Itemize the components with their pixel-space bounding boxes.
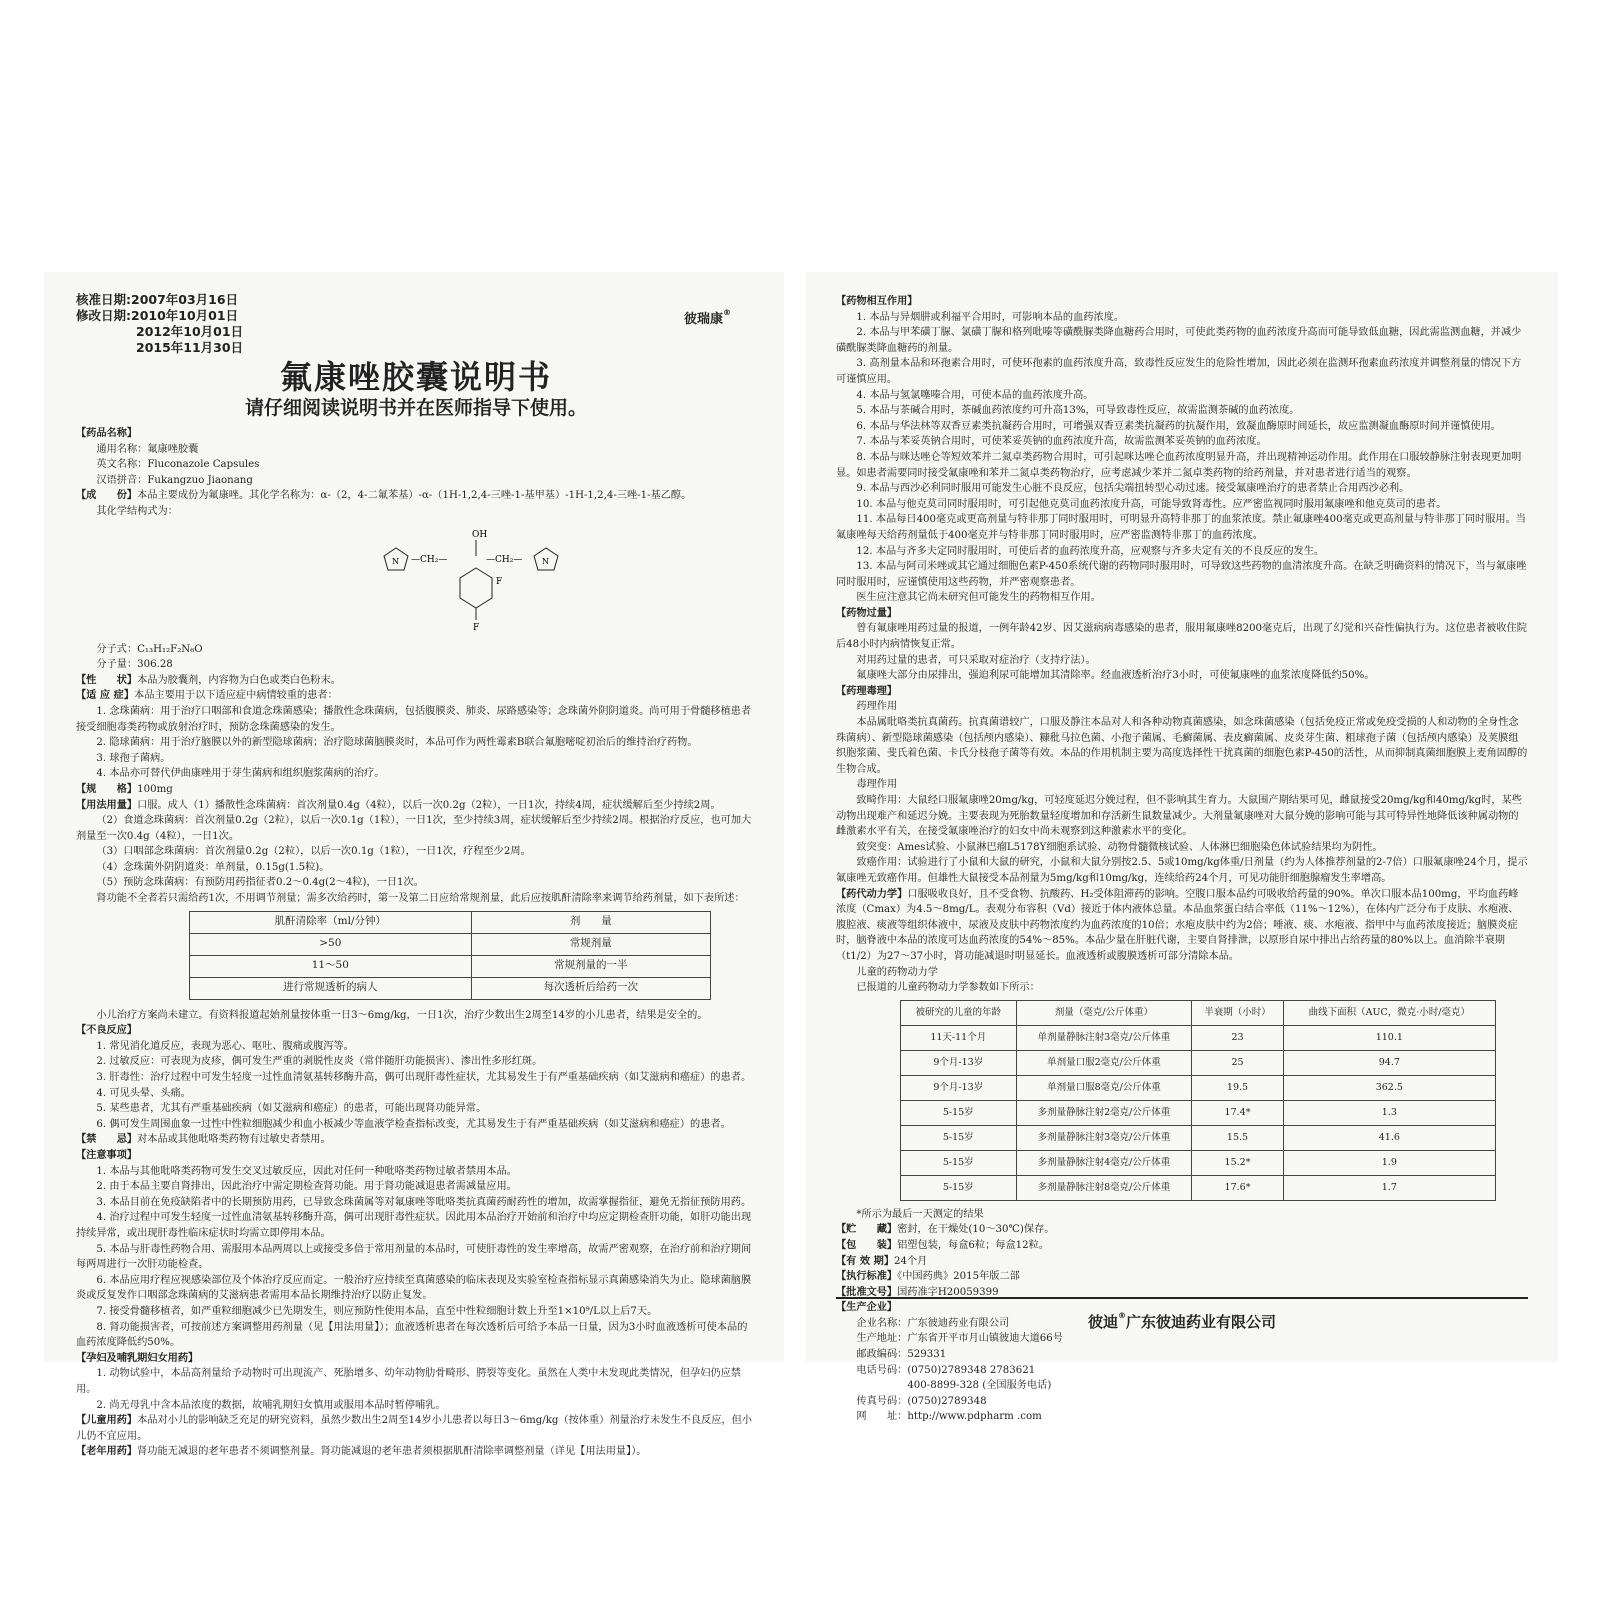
indications-text: 本品主要用于以下适应症中病情较重的患者： bbox=[134, 690, 338, 702]
adverse-item: 5. 某些患者，尤其有严重基础疾病（如艾滋病和癌症）的患者，可能出现肾功能异常。 bbox=[96, 1103, 487, 1115]
section-heading: 【药品名称】 bbox=[76, 428, 138, 439]
right-page bbox=[806, 272, 1558, 1423]
table-cell: 多剂量静脉注射8毫克/公斤体重 bbox=[1016, 1175, 1192, 1200]
revision-date: 2015年11月30日 bbox=[136, 340, 244, 355]
standard-text: 《中国药典》2015年版二部 bbox=[897, 1271, 1020, 1283]
interaction-item: 医生应注意其它尚未研究但可能发生的药物相互作用。 bbox=[856, 592, 1101, 604]
section-heading: 【药理毒理】 bbox=[836, 685, 898, 697]
dosage-item: 肾功能不全者若只需给药1次，不用调节剂量；需多次给药时，第一及第二日应给常规剂量，此后应按肌酐清除率来调节给药剂量，如下表所述： bbox=[96, 893, 745, 905]
composition-text: 本品主要成份为氟康唑。其化学名称为：α-（2，4-二氟苯基）-α-（1H-1,2,4-三唑-1-基甲基）-1H-1,2,4-三唑-1-基乙醇。 bbox=[137, 490, 692, 502]
spec-text: 100mg bbox=[137, 783, 173, 795]
section-heading: 【性 状】 bbox=[76, 674, 138, 686]
brand-name: 彼瑞康® bbox=[684, 308, 732, 327]
table-row bbox=[901, 1125, 1496, 1150]
section-heading: 【执行标准】 bbox=[836, 1271, 898, 1283]
pharmacokinetics-text: 口服吸收良好，且不受食物、抗酸药、H₂受体阻滞药的影响。空腹口服本品约可吸收给药量的90%。单次口服本品100mg，平均血药峰浓度（Cmax）为4.5～8mg/L。表观分布容积（Vd）接近于体内液体总量。本品血浆蛋白结合率低（11%～12%），在体内广泛分布于皮肤、水疱液、腹腔液、痰液等组织体液中，尿液及皮肤中药物浓度约为血药浓度的10倍；水疱皮肤中约为2倍；唾液、痰、水疱液、指甲中与血药浓度接近；脑膜炎症时，脑脊液中本品的浓度可达血药浓度的54%～85%。本品少量在肝脏代谢，主要自肾排泄，以原形自尿中排出占给药量的80%以上。血消除半衰期（t1/2）为27～37小时，肾功能减退时明显延长。血液透析或腹膜透析可部分清除本品。 bbox=[836, 888, 1519, 962]
subheading: 毒理作用 bbox=[856, 779, 898, 791]
interaction-item: 2. 本品与甲苯磺丁脲、氯磺丁脲和格列吡嗪等磺酰脲类降血糖药合用时，可使此类药物的血药浓度升高而可能导致低血糖，因此需监测血糖，并减少磺酰脲类降血糖药的剂量。 bbox=[836, 327, 1522, 354]
table-cell: 1.3 bbox=[1283, 1100, 1495, 1125]
table-cell: 9个月-13岁 bbox=[901, 1050, 1017, 1075]
table-row bbox=[901, 1025, 1496, 1050]
table-row bbox=[190, 955, 711, 977]
overdose-item: 氟康唑大部分由尿排出，强迫利尿可能增加其清除率。经血液透析治疗3小时，可使氟康唑的血浆浓度降低约50%。 bbox=[856, 670, 1375, 682]
dosage-item: （4）念珠菌外阴阴道炎：单剂量，0.15g(1.5粒)。 bbox=[96, 861, 330, 873]
table-cell: 19.5 bbox=[1192, 1075, 1283, 1100]
table-cell: 362.5 bbox=[1283, 1075, 1495, 1100]
table-row bbox=[190, 977, 711, 999]
manufacturer-line: 企业名称：广东彼迪药业有限公司 bbox=[856, 1317, 1010, 1329]
section-heading: 【禁 忌】 bbox=[76, 1134, 138, 1146]
molecular-formula: 分子式：C₁₃H₁₂F₂N₆O bbox=[96, 643, 203, 655]
table-header-cell: 曲线下面积（AUC，微克·小时/毫克） bbox=[1283, 1000, 1495, 1025]
pregnancy-item: 1. 动物试验中，本品高剂量给予动物时可出现流产、死胎增多、幼年动物肋骨畸形、腭裂等变化。虽然在人类中未发现此类情况，但孕妇仍应禁用。 bbox=[76, 1368, 741, 1395]
table-cell: 5-15岁 bbox=[901, 1100, 1017, 1125]
table-header-cell: 剂量（毫克/公斤体重） bbox=[1016, 1000, 1192, 1025]
table-header-cell: 半衰期（小时） bbox=[1192, 1000, 1283, 1025]
section-heading: 【批准文号】 bbox=[836, 1286, 898, 1298]
table-cell: >50 bbox=[190, 933, 472, 955]
interaction-item: 10. 本品与他克莫司同时服用时，可引起他克莫司血药浓度升高，可能导致肾毒性。应严密监视同时服用氟康唑和他克莫司的患者。 bbox=[856, 498, 1447, 510]
subheading: 药理作用 bbox=[856, 701, 898, 713]
fluorine-label: F bbox=[496, 576, 503, 587]
approval-dates bbox=[76, 292, 756, 356]
table-cell: 11天-11个月 bbox=[901, 1025, 1017, 1050]
name-line: 英文名称：Fluconazole Capsules bbox=[96, 459, 260, 471]
manufacturer-line: 400-8899-328 (全国服务电话) bbox=[856, 1380, 1052, 1392]
revision-date: 修改日期:2010年10月01日 bbox=[76, 308, 239, 323]
registered-icon: ® bbox=[723, 308, 732, 317]
interaction-item: 8. 本品与咪达唑仑等短效苯并二氮卓类药物合用时，可引起咪达唑仑血药浓度明显升高，并出现精神运动作用。此作用在口服较静脉注射表现更加明显。如患者需要同时接受氟康唑和苯并二氮卓类药物治疗，应考虑减少苯并二氮卓类药物的给药剂量，并对患者进行适当的观察。 bbox=[836, 451, 1522, 479]
table-header-cell: 被研究的儿童的年龄 bbox=[901, 1000, 1017, 1025]
molecular-weight: 分子量：306.28 bbox=[96, 659, 173, 671]
toxicology-item: 致畸作用：大鼠经口服氟康唑20mg/kg，可轻度延迟分娩过程，但不影响其生育力。大鼠围产期结果可见，雌鼠接受20mg/kg和40mg/kg时，某些动物出现难产和延迟分娩。主要表现为死胎数量轻度增加和存活新生鼠数量减少。大剂量氟康唑对大鼠分娩的影响可能与其可特异性地降低该种属动物的雌激素水平有关，在接受氟康唑治疗的妇女中尚未观察到这种激素水平的变化。 bbox=[836, 795, 1522, 838]
section-heading: 【注意事项】 bbox=[76, 1150, 138, 1161]
overdose-item: 曾有氟康唑用药过量的报道，一例年龄42岁、因艾滋病病毒感染的患者，服用氟康唑8200毫克后，出现了幻觉和兴奋性偏执行为。这位患者被收住院后48小时内病情恢复正常。 bbox=[836, 623, 1527, 651]
dosage-text: 口服。成人（1）播散性念珠菌病：首次剂量0.4g（4粒），以后一次0.2g（2粒），一日1次，持续4周，症状缓解后至少持续2周。 bbox=[137, 799, 721, 811]
section-heading: 【有 效 期】 bbox=[836, 1255, 895, 1267]
adverse-item: 3. 肝毒性：治疗过程中可发生轻度一过性血清氨基转移酶升高，偶可出现肝毒性症状，尤其易发生于有严重基础疾病（如艾滋病和癌症）的患者。 bbox=[96, 1072, 752, 1084]
package-text: 铝塑包装，每盒6粒；每盒12粒。 bbox=[897, 1239, 1050, 1251]
pk-intro: 已报道的儿童药物动力学参数如下所示： bbox=[856, 982, 1040, 994]
storage-text: 密封，在干燥处(10～30℃)保存。 bbox=[897, 1224, 1055, 1236]
table-cell: 1.9 bbox=[1283, 1150, 1495, 1175]
caution-item: 8. 肾功能损害者，可按前述方案调整用药剂量（见【用法用量】）；血液透析患者在每次透析后可给予本品一日量，因为3小时血液透析可使本品的血药浓度降低约50%。 bbox=[76, 1321, 748, 1349]
adverse-item: 1. 常见消化道反应，表现为恶心、呕吐、腹痛或腹泻等。 bbox=[96, 1040, 354, 1052]
name-line: 通用名称：氟康唑胶囊 bbox=[96, 443, 199, 455]
document-subtitle: 请仔细阅读说明书并在医师指导下使用。 bbox=[244, 397, 587, 419]
interaction-item: 11. 本品每日400毫克或更高剂量与特非那丁同时服用时，可明显升高特非那丁的血浆浓度。禁止氟康唑400毫克或更高剂量与特非那丁同时服用。当氟康唑每天给药剂量低于400毫克并与特非那丁同时服用时，应严密监测特非那丁的血药浓度。 bbox=[836, 514, 1526, 541]
section-heading: 【孕妇及哺乳期妇女用药】 bbox=[76, 1352, 199, 1364]
table-cell: 17.6* bbox=[1192, 1175, 1283, 1200]
footer-company: 广东彼迪药业有限公司 bbox=[1126, 1313, 1277, 1331]
table-cell: 进行常规透析的病人 bbox=[190, 977, 472, 999]
caution-item: 6. 本品应用疗程应视感染部位及个体治疗反应而定。一般治疗应持续至真菌感染的临床表现及实验室检查指标显示真菌感染消失为止。隐球菌脑膜炎或反复发作口咽部念珠菌病的艾滋病患者需用本品长期维持治疗以防止复发。 bbox=[76, 1274, 752, 1302]
table-cell: 9个月-13岁 bbox=[901, 1075, 1017, 1100]
table-cell: 17.4* bbox=[1192, 1100, 1283, 1125]
section-heading: 【儿童用药】 bbox=[76, 1415, 138, 1427]
table-cell: 5-15岁 bbox=[901, 1175, 1017, 1200]
table-cell: 多剂量静脉注射3毫克/公斤体重 bbox=[1016, 1125, 1192, 1150]
table-header-row bbox=[901, 1000, 1496, 1025]
caution-item: 7. 接受骨髓移植者，如严重粒细胞减少已先期发生，则应预防性使用本品，直至中性粒细胞计数上升至1×10⁹/L以上后7天。 bbox=[96, 1305, 658, 1317]
caution-item: 3. 本品目前在免疫缺陷者中的长期预防用药，已导致念珠菌属等对氟康唑等吡咯类抗真菌药耐药性的增加，故需掌握指征，避免无指征预防用药。 bbox=[96, 1196, 752, 1208]
interaction-item: 13. 本品与阿司米唑或其它通过细胞色素P-450系统代谢的药物同时服用时，可导致这些药物的血清浓度升高。在缺乏明确资料的情况下，当与氟康唑同时服用时，应谨慎使用这些药物，并严密观察患者。 bbox=[836, 561, 1527, 588]
table-cell: 单剂量静脉注射3毫克/公斤体重 bbox=[1016, 1025, 1192, 1050]
table-row bbox=[901, 1100, 1496, 1125]
table-cell: 23 bbox=[1192, 1025, 1283, 1050]
section-heading: 【生产企业】 bbox=[836, 1302, 898, 1314]
oh-label: OH bbox=[472, 529, 488, 540]
table-header-row bbox=[190, 911, 711, 933]
interaction-item: 5. 本品与茶碱合用时，茶碱血药浓度约可升高13%，可导致毒性反应，故需监测茶碱的血药浓度。 bbox=[856, 405, 1300, 417]
nitrogen-label: N bbox=[392, 556, 399, 566]
left-page bbox=[44, 272, 784, 1458]
table-footnote: *所示为最后一天测定的结果 bbox=[856, 1208, 984, 1220]
table-cell: 多剂量静脉注射2毫克/公斤体重 bbox=[1016, 1100, 1192, 1125]
section-heading: 【老年用药】 bbox=[76, 1446, 138, 1458]
ch2-label: —CH₂— bbox=[411, 554, 448, 565]
adverse-item: 2. 过敏反应：可表现为皮疹，偶可发生严重的剥脱性皮炎（常伴随肝功能损害）、渗出性多形红斑。 bbox=[96, 1056, 543, 1068]
approval-date: 核准日期:2007年03月16日 bbox=[76, 292, 239, 307]
section-heading: 【适 应 症】 bbox=[76, 690, 135, 702]
indication-item: 3. 球孢子菌病。 bbox=[96, 752, 171, 764]
pregnancy-item: 2. 尚无母乳中含本品浓度的数据，故哺乳期妇女慎用或服用本品时暂停哺乳。 bbox=[96, 1399, 446, 1411]
overdose-item: 对用药过量的患者，可只采取对症治疗（支持疗法）。 bbox=[856, 654, 1096, 666]
manufacturer-line: 邮政编码：529331 bbox=[856, 1349, 947, 1361]
table-cell: 15.2* bbox=[1192, 1150, 1283, 1175]
table-cell: 110.1 bbox=[1283, 1025, 1495, 1050]
interaction-item: 1. 本品与异烟肼或利福平合用时，可影响本品的血药浓度。 bbox=[856, 311, 1125, 323]
pharmacology-text: 本品属吡咯类抗真菌药。抗真菌谱较广，口服及静注本品对人和各种动物真菌感染，如念珠菌感染（包括免疫正常或免疫受损的人和动物的全身性念珠菌病）、新型隐球菌感染（包括颅内感染）、糠秕马拉色菌、小孢子菌属、毛癣菌属、表皮癣菌属、皮炎芽生菌、粗球孢子菌（包括颅内感染）及荚膜组织胞浆菌、斐氏着色菌、卡氏分枝孢子菌等有效。本品的作用机制主要为高度选择性干扰真菌的细胞色素P-450的活性，从而抑制真菌细胞膜上麦角固醇的生物合成。 bbox=[836, 717, 1528, 775]
revision-date: 2012年10月01日 bbox=[136, 324, 244, 339]
interaction-item: 12. 本品与齐多夫定同时服用时，可使后者的血药浓度升高，应观察与齐多夫定有关的不良反应的发生。 bbox=[856, 545, 1325, 557]
table-cell: 15.5 bbox=[1192, 1125, 1283, 1150]
contraindication-text: 对本品或其他吡咯类药物有过敏史者禁用。 bbox=[137, 1134, 331, 1146]
caution-item: 2. 由于本品主要自肾排出，因此治疗中需定期检查肾功能。用于肾功能减退患者需减量应用。 bbox=[96, 1181, 517, 1193]
dosage-item: （2）食道念珠菌病：首次剂量0.2g（2粒），以后一次0.1g（1粒），一日1次，至少持续3周，症状缓解后至少持续2周。根据治疗反应，也可加大剂量至一次0.4g（4粒），一日1次。 bbox=[76, 815, 752, 842]
interaction-item: 4. 本品与氢氯噻嗪合用，可使本品的血药浓度升高。 bbox=[856, 389, 1094, 401]
table-cell: 11～50 bbox=[190, 955, 472, 977]
toxicology-item: 致突变：Ames试验、小鼠淋巴瘤L5178Y细胞系试验、动物骨髓微核试验、人体淋巴细胞染色体试验结果均为阴性。 bbox=[856, 841, 1383, 853]
table-row bbox=[901, 1075, 1496, 1100]
interaction-item: 6. 本品与华法林等双香豆素类抗凝药合用时，可增强双香豆素类抗凝药的抗凝作用，致凝血酶原时间延长，故应监测凝血酶原时间并谨慎使用。 bbox=[856, 420, 1501, 432]
fluorine-label: F bbox=[473, 622, 480, 633]
structure-diagram bbox=[76, 524, 756, 642]
table-row bbox=[901, 1150, 1496, 1175]
section-heading: 【不良反应】 bbox=[76, 1025, 138, 1037]
section-heading: 【用法用量】 bbox=[76, 799, 138, 811]
table-cell: 5-15岁 bbox=[901, 1125, 1017, 1150]
manufacturer-website: 网 址：http://www.pdpharm .com bbox=[856, 1411, 1042, 1423]
adverse-item: 6. 偶可发生周围血象一过性中性粒细胞减少和血小板减少等血液学检查指标改变，尤其易发生于有严重基础疾病（如艾滋病和癌症）的患者。 bbox=[96, 1118, 731, 1130]
table-cell: 25 bbox=[1192, 1050, 1283, 1075]
table-row bbox=[190, 933, 711, 955]
section-heading: 【贮 藏】 bbox=[836, 1224, 898, 1236]
section-heading: 【包 装】 bbox=[836, 1239, 898, 1251]
validity-text: 24个月 bbox=[894, 1255, 928, 1267]
table-cell: 1.7 bbox=[1283, 1175, 1495, 1200]
interaction-item: 3. 高剂量本品和环孢素合用时，可使环孢素的血药浓度升高，致毒性反应发生的危险性增加，因此必须在监测环孢素血药浓度并调整剂量的情况下方可谨慎应用。 bbox=[836, 358, 1522, 385]
table-cell: 每次透析后给药一次 bbox=[471, 977, 710, 999]
approval-number: 国药准字H20059399 bbox=[897, 1286, 999, 1298]
nitrogen-label: N bbox=[542, 556, 549, 566]
section-heading: 【规 格】 bbox=[76, 783, 138, 795]
manufacturer-line: 生产地址：广东省开平市月山镇彼迪大道66号 bbox=[856, 1333, 1063, 1345]
table-cell: 常规剂量的一半 bbox=[471, 955, 710, 977]
adverse-item: 4. 可见头晕、头痛。 bbox=[96, 1087, 191, 1099]
chemical-structure bbox=[76, 524, 756, 642]
caution-item: 1. 本品与其他吡咯类药物可发生交叉过敏反应，因此对任何一种吡咯类药物过敏者禁用本品。 bbox=[96, 1165, 517, 1177]
footer-brand: 彼迪 bbox=[1087, 1313, 1118, 1331]
child-dose-text: 小儿治疗方案尚未建立。有资料报道起始剂量按体重一日3～6mg/kg，一日1次，治疗少数出生2周至14岁的小儿患者，结果是安全的。 bbox=[96, 1009, 708, 1021]
caution-item: 5. 本品与肝毒性药物合用、需服用本品两周以上或接受多倍于常用剂量的本品时，可使肝毒性的发生率增高，故需严密观察，在治疗前和治疗期间每两周进行一次肝功能检查。 bbox=[76, 1243, 752, 1271]
table-cell: 94.7 bbox=[1283, 1050, 1495, 1075]
table-cell: 单剂量口服2毫克/公斤体重 bbox=[1016, 1050, 1192, 1075]
subheading: 儿童的药物动力学 bbox=[856, 966, 938, 978]
name-line: 汉语拼音：Fukangzuo Jiaonang bbox=[96, 474, 253, 486]
section-heading: 【成 份】 bbox=[76, 490, 138, 502]
section-heading: 【药物过量】 bbox=[836, 607, 898, 619]
dosage-item: （3）口咽部念珠菌病：首次剂量0.2g（2粒），以后一次0.1g（1粒），一日1次，疗程至少2周。 bbox=[96, 846, 531, 858]
table-cell: 5-15岁 bbox=[901, 1150, 1017, 1175]
pediatric-pk-table bbox=[900, 1000, 1496, 1201]
interaction-item: 7. 本品与苯妥英钠合用时，可使苯妥英钠的血药浓度升高，故需监测苯妥英钠的血药浓度。 bbox=[856, 436, 1267, 448]
manufacturer-line: 电话号码：(0750)2789348 2783621 bbox=[856, 1364, 1036, 1376]
dosage-item: （5）预防念珠菌病：有预防用药指征者0.2～0.4g(2～4粒)，一日1次。 bbox=[96, 877, 424, 889]
manufacturer-line: 传真号码：(0750)2789348 bbox=[856, 1395, 987, 1407]
table-header-cell: 肌酐清除率（ml/分钟） bbox=[190, 911, 472, 933]
document-title: 氟康唑胶囊说明书 bbox=[279, 358, 552, 396]
toxicology-item: 致癌作用：试验进行了小鼠和大鼠的研究，小鼠和大鼠分别按2.5、5或10mg/kg体重/日剂量（约为人体推荐剂量的2-7倍）口服氟康唑24个月，提示氟康唑无致癌作用。但雄性大鼠接受本品剂量为5mg/kg和10mg/kg，连续给药24个月，可见功能肝细胞腺瘤发生率增高。 bbox=[836, 857, 1528, 884]
elderly-use-text: 肾功能无减退的老年患者不须调整剂量。肾功能减退的老年患者须根据肌酐清除率调整剂量（详见【用法用量】）。 bbox=[137, 1446, 647, 1458]
structure-label: 其化学结构式为： bbox=[96, 505, 178, 517]
indication-item: 2. 隐球菌病：用于治疗脑膜以外的新型隐球菌病；治疗隐球菌脑膜炎时，本品可作为两性霉素B联合氟胞嘧啶初治后的维持治疗药物。 bbox=[96, 737, 698, 749]
indication-item: 1. 念珠菌病：用于治疗口咽部和食道念珠菌感染；播散性念珠菌病，包括腹膜炎、肺炎、尿路感染等；念珠菌外阴阴道炎。尚可用于骨髓移植患者接受细胞毒类药物或放射治疗时，预防念珠菌感染的发生。 bbox=[76, 705, 752, 733]
creatinine-clearance-table bbox=[189, 911, 711, 1000]
indication-item: 4. 本品亦可替代伊曲康唑用于芽生菌病和组织胞浆菌病的治疗。 bbox=[96, 768, 385, 780]
left-body bbox=[76, 426, 756, 1460]
table-cell: 多剂量静脉注射4毫克/公斤体重 bbox=[1016, 1150, 1192, 1175]
right-body bbox=[836, 294, 1528, 1425]
table-row bbox=[901, 1175, 1496, 1200]
ch2-label: —CH₂— bbox=[486, 554, 523, 565]
registered-icon: ® bbox=[1118, 1311, 1126, 1320]
company-footer bbox=[836, 1297, 1528, 1332]
table-cell: 常规剂量 bbox=[471, 933, 710, 955]
section-heading: 【药物相互作用】 bbox=[836, 296, 918, 307]
interaction-item: 9. 本品与西沙必利同时服用可能发生心脏不良反应，包括尖端扭转型心动过速。接受氟康唑治疗的患者禁止合用西沙必利。 bbox=[856, 483, 1410, 495]
properties-text: 本品为胶囊剂，内容物为白色或类白色粉末。 bbox=[137, 674, 341, 686]
table-cell: 单剂量口服8毫克/公斤体重 bbox=[1016, 1075, 1192, 1100]
table-header-cell: 剂 量 bbox=[471, 911, 710, 933]
section-heading: 【药代动力学】 bbox=[836, 888, 908, 900]
table-cell: 41.6 bbox=[1283, 1125, 1495, 1150]
child-use-text: 本品对小儿的影响缺乏充足的研究资料，虽然少数出生2周至14岁小儿患者以每日3～6mg/kg（按体重）剂量治疗未发生不良反应，但小儿仍不宜应用。 bbox=[76, 1415, 752, 1442]
table-row bbox=[901, 1050, 1496, 1075]
caution-item: 4. 治疗过程中可发生轻度一过性血清氨基转移酶升高，偶可出现肝毒性症状。因此用本品治疗开始前和治疗中均应定期检查肝功能，如肝功能出现持续异常，或出现肝毒性临床症状时均需立即停用本品。 bbox=[76, 1212, 752, 1239]
